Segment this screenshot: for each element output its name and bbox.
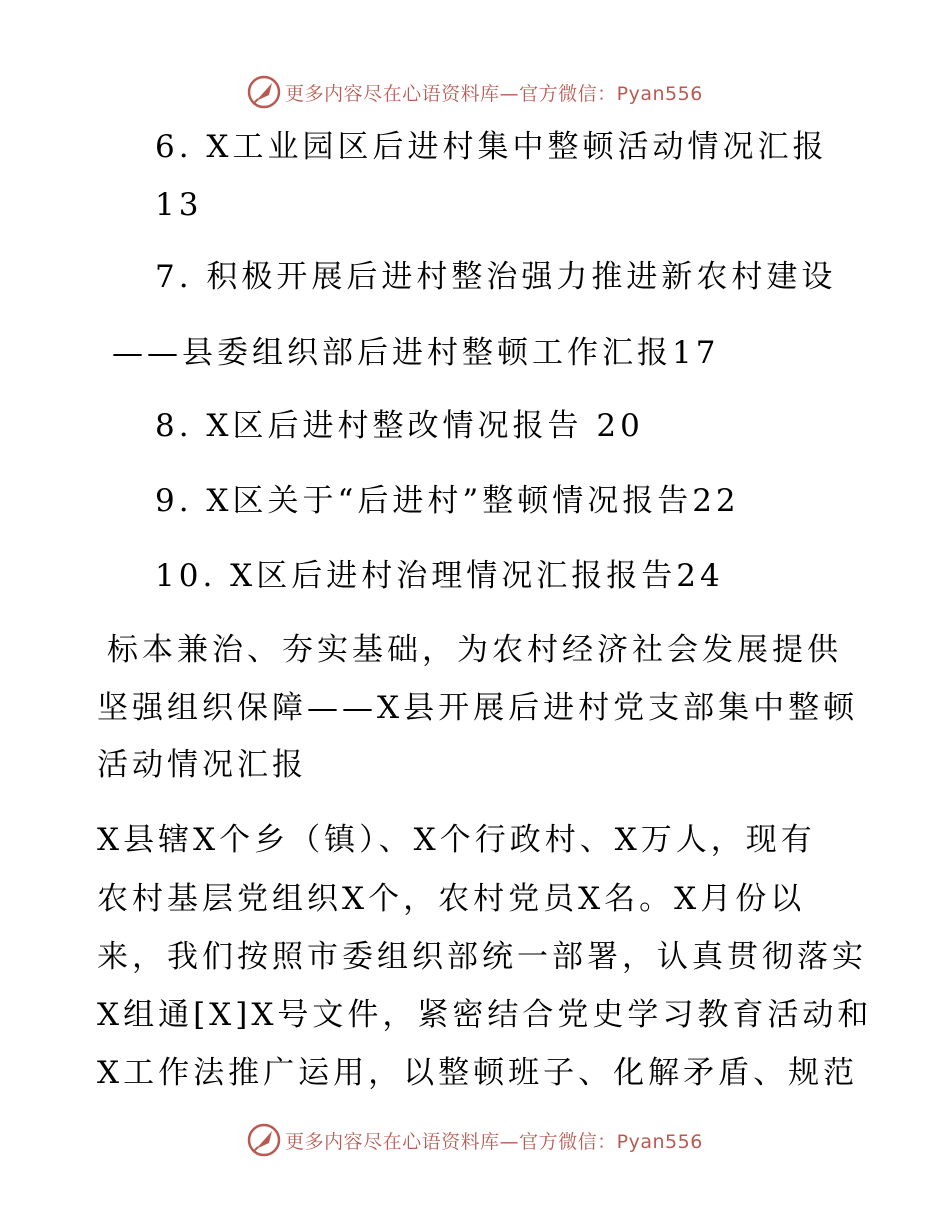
toc-item-7-subtitle: ——县委组织部后进村整顿工作汇报17 (112, 335, 720, 371)
watermark-text: 更多内容尽在心语资料库—官方微信：Pyan556 (285, 1130, 703, 1153)
toc-item-6-page: 13 (155, 187, 203, 223)
toc-item-6: 6. X工业园区后进村集中整顿活动情况汇报 (155, 129, 828, 165)
body-paragraph-line-2: 农村基层党组织X个，农村党员X名。X月份以 (97, 881, 806, 917)
body-paragraph-line-1: X县辖X个乡（镇）、X个行政村、X万人，现有 (97, 822, 816, 858)
watermark-text: 更多内容尽在心语资料库—官方微信：Pyan556 (285, 82, 703, 105)
body-paragraph-line-4: X组通[X]X号文件，紧密结合党史学习教育活动和 (97, 997, 873, 1033)
quill-logo-icon (247, 1123, 281, 1157)
header-watermark-banner (0, 72, 950, 112)
body-paragraph-line-3: 来，我们按照市委组织部统一部署，认真贯彻落实 (97, 939, 867, 975)
body-paragraph-line-5: X工作法推广运用，以整顿班子、化解矛盾、规范 (97, 1055, 859, 1091)
toc-item-9: 9. X区关于“后进村”整顿情况报告22 (155, 483, 740, 519)
article-heading-line-1: 标本兼治、夯实基础，为农村经济社会发展提供 (107, 632, 842, 668)
article-heading-line-3: 活动情况汇报 (97, 747, 307, 783)
toc-item-8: 8. X区后进村整改情况报告 20 (155, 408, 644, 444)
quill-logo-icon (247, 75, 281, 109)
article-heading-line-2: 坚强组织保障——X县开展后进村党支部集中整顿 (97, 690, 859, 726)
footer-watermark-banner (0, 1120, 950, 1160)
toc-item-7: 7. 积极开展后进村整治强力推进新农村建设 (155, 259, 837, 295)
toc-item-10: 10. X区后进村治理情况汇报报告24 (155, 558, 724, 594)
